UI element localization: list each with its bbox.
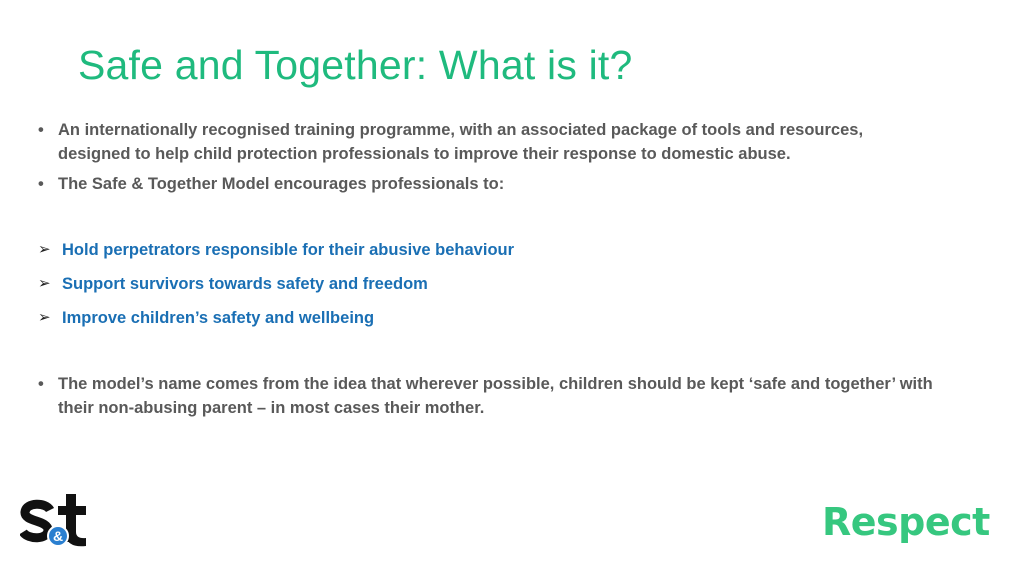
bullet-text: The model’s name comes from the idea that wherever possible, children should be kept ‘safe and together’ with their non-abusing parent – in most cases their mother. xyxy=(58,375,933,417)
bullet-item xyxy=(36,372,936,420)
bullet-marker: • xyxy=(38,375,44,393)
goal-item xyxy=(36,272,936,296)
bullet-text: The Safe & Together Model encourages professionals to: xyxy=(58,175,505,193)
bullet-item xyxy=(36,172,936,196)
goal-item xyxy=(36,238,936,262)
goal-text: Hold perpetrators responsible for their abusive behaviour xyxy=(62,241,515,259)
respect-logo: Respect xyxy=(822,500,990,544)
goal-text: Support survivors towards safety and freedom xyxy=(62,275,428,293)
bullet-list xyxy=(36,118,936,420)
svg-text:&: & xyxy=(52,528,64,544)
bullet-text: An internationally recognised training programme, with an associated package of tools and resources, designed to help child protection professionals to improve their response to domestic abuse. xyxy=(58,121,864,163)
safe-and-together-logo xyxy=(20,492,90,550)
arrow-bullet-icon: ➢ xyxy=(38,309,51,326)
goal-item xyxy=(36,306,936,330)
bullet-item xyxy=(36,118,936,166)
goal-text: Improve children’s safety and wellbeing xyxy=(62,309,375,327)
bullet-marker: • xyxy=(38,175,44,193)
bullet-marker: • xyxy=(38,121,44,139)
slide-title: Safe and Together: What is it? xyxy=(78,42,633,88)
arrow-bullet-icon: ➢ xyxy=(38,275,51,292)
arrow-bullet-icon: ➢ xyxy=(38,241,51,258)
